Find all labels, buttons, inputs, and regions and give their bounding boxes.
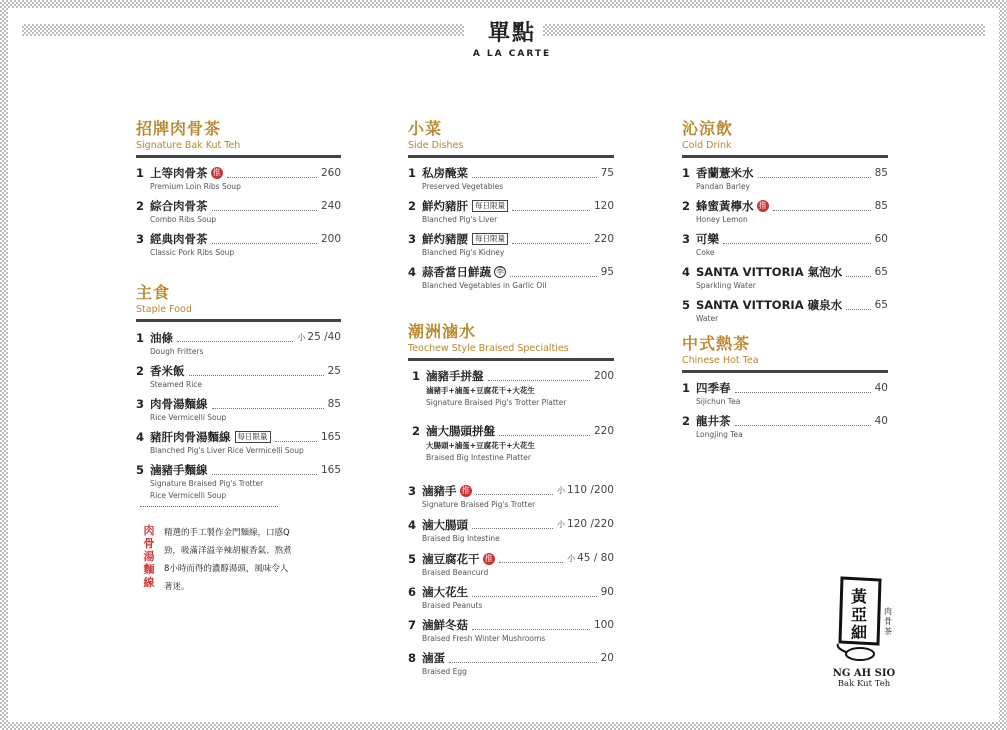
price-value: 120: [593, 200, 614, 212]
section-title-en: Teochew Style Braised Specialties: [408, 343, 569, 354]
menu-item-line: [136, 397, 341, 411]
item-number: 7: [408, 618, 417, 632]
price-value: 60: [874, 233, 888, 245]
item-number: 1: [412, 369, 421, 383]
item-price: [601, 166, 614, 180]
menu-item-line: [408, 651, 614, 665]
recommend-badge: 推: [212, 168, 221, 177]
section-rule: [136, 155, 341, 158]
price-value: 110 /200: [567, 484, 614, 496]
menu-item-line: [408, 483, 614, 498]
page-title-zh: 單點: [487, 20, 536, 46]
platter-description: 大腸頭+滷蛋+豆腐花干+大花生: [426, 441, 535, 450]
item-name: 滷豬手麵線: [150, 463, 208, 477]
item-name: 蒜香當日鮮蔬: [422, 265, 491, 279]
item-english: Dough Fritters: [150, 347, 204, 356]
menu-item-line: [408, 585, 614, 599]
price-value: 85: [327, 398, 341, 410]
menu-item-line: [408, 265, 614, 279]
item-number: 4: [136, 430, 145, 444]
item-name: 綜合肉骨茶: [150, 199, 208, 213]
item-english: Blanched Pig's Liver Rice Vermicelli Soup: [150, 446, 304, 455]
menu-item: [408, 551, 614, 578]
brand-logo: [828, 574, 900, 689]
dot-leader: [472, 621, 590, 630]
menu-item: [408, 199, 614, 225]
column-left: [136, 116, 341, 508]
svg-text:肉: 肉: [884, 607, 892, 616]
dot-leader: [499, 427, 590, 436]
item-english: Preserved Vegetables: [422, 182, 504, 191]
item-english: Longjing Tea: [696, 430, 743, 439]
menu-item-line: [408, 517, 614, 532]
dot-leader: [476, 486, 554, 495]
item-price: [328, 397, 341, 411]
item-number: 5: [682, 298, 691, 312]
item-number: 1: [682, 166, 691, 180]
item-name: 龍井茶: [696, 414, 731, 428]
dot-leader: [758, 169, 871, 178]
item-english: Classic Pork Ribs Soup: [150, 248, 235, 257]
item-english: Coke: [696, 248, 715, 257]
section-cold-drink: [682, 116, 888, 324]
item-price: [875, 166, 888, 180]
item-name: 私房醃菜: [422, 166, 468, 180]
item-name: 滷大花生: [422, 585, 468, 599]
item-price: [328, 364, 341, 378]
item-list: [682, 166, 888, 324]
item-name: 油條: [150, 330, 173, 345]
price-value: 20: [600, 652, 614, 664]
price-value: 85: [874, 167, 888, 179]
item-number: 3: [682, 232, 691, 246]
dot-leader: [512, 202, 590, 211]
menu-item: [136, 364, 341, 390]
menu-item-line: [408, 551, 614, 566]
menu-item-line: [682, 414, 888, 428]
dot-leader: [212, 202, 317, 211]
dot-leader: [472, 169, 597, 178]
daily-limited-tag: 每日限量: [472, 233, 508, 245]
item-price: [875, 414, 888, 428]
item-price: [567, 551, 614, 566]
menu-item-line: [682, 265, 888, 279]
item-price: [321, 463, 341, 477]
column-right: [682, 116, 888, 447]
item-price: [875, 381, 888, 395]
section-teochew: [408, 319, 614, 677]
menu-item: [408, 166, 614, 192]
menu-item: [682, 199, 888, 225]
item-english: Premium Loin Ribs Soup: [150, 182, 241, 191]
size-label: 小: [567, 554, 576, 563]
menu-item: [408, 585, 614, 611]
menu-item: [682, 166, 888, 192]
section-sides: [408, 116, 614, 291]
item-number: 5: [136, 463, 145, 477]
menu-item: [136, 397, 341, 423]
platter-list: [408, 369, 614, 463]
item-price: [557, 483, 614, 498]
menu-item: [408, 517, 614, 544]
item-price: [321, 166, 341, 180]
item-price: [875, 298, 888, 312]
price-value: 40: [874, 415, 888, 427]
item-english: Braised Peanuts: [422, 601, 483, 610]
item-price: [321, 430, 341, 444]
menu-item: [408, 265, 614, 291]
item-price: [594, 199, 614, 213]
item-english: Signature Braised Pig's Trotter: [422, 500, 536, 509]
section-title-en: Chinese Hot Tea: [682, 355, 759, 366]
menu-item-line: [136, 199, 341, 213]
menu-item-line: [136, 463, 341, 477]
menu-item-line: [682, 199, 888, 213]
item-name: 滷大腸頭拼盤: [426, 424, 495, 438]
dot-leader: [189, 367, 324, 376]
section-title-en: Cold Drink: [682, 140, 732, 151]
section-signature: [136, 116, 341, 258]
price-value: 220: [593, 233, 614, 245]
item-price: 220: [593, 425, 614, 437]
note-separator: [140, 506, 278, 507]
menu-item: [136, 330, 341, 357]
item-price: [557, 517, 614, 532]
menu-item: [136, 166, 341, 192]
item-name: SANTA VITTORIA 礦泉水: [696, 298, 843, 312]
price-value: 75: [600, 167, 614, 179]
platter-line: [412, 424, 614, 438]
item-number: 3: [136, 232, 145, 246]
menu-item-line: [408, 199, 614, 213]
item-number: 2: [136, 199, 145, 213]
recommend-badge: 推: [461, 485, 470, 495]
item-price: [601, 265, 614, 279]
section-rule: [408, 155, 614, 158]
item-name: 鮮灼豬腰: [422, 232, 468, 246]
menu-item: [682, 265, 888, 291]
menu-item-line: [408, 166, 614, 180]
header-hatch-left: [22, 24, 464, 36]
size-label: 小: [557, 520, 566, 529]
menu-item-line: [682, 381, 888, 395]
platter-line: [412, 369, 614, 383]
item-english: Steamed Rice: [150, 380, 203, 389]
menu-item: [136, 199, 341, 225]
dot-leader: [212, 466, 317, 475]
section-title-zh: 沁涼飲: [682, 119, 734, 138]
dot-leader: [275, 433, 317, 442]
page-title-en: A LA CARTE: [472, 49, 552, 59]
item-english: Sijichun Tea: [696, 397, 741, 406]
price-value: 100: [593, 619, 614, 631]
item-number: 3: [408, 232, 417, 246]
page-title: [466, 16, 558, 59]
dot-leader: [510, 268, 597, 277]
menu-item-line: [136, 430, 341, 444]
item-number: 1: [136, 330, 145, 345]
item-number: 4: [408, 517, 417, 532]
menu-item: [136, 430, 341, 456]
item-list: [408, 166, 614, 291]
item-name: 蜂蜜黃檸水: [696, 199, 754, 213]
price-value: 260: [320, 167, 341, 179]
section-title-en: Side Dishes: [408, 140, 464, 151]
recommend-badge: 推: [758, 201, 767, 210]
daily-limited-tag: 每日限量: [472, 200, 508, 212]
price-value: 65: [874, 266, 888, 278]
menu-item-line: [682, 298, 888, 312]
item-list: [136, 166, 341, 258]
price-value: 65: [874, 299, 888, 311]
price-value: 85: [874, 200, 888, 212]
dot-leader: [472, 588, 597, 597]
item-price: [594, 618, 614, 632]
item-number: 1: [682, 381, 691, 395]
item-number: 1: [408, 166, 417, 180]
menu-item: [136, 232, 341, 258]
item-name: 可樂: [696, 232, 719, 246]
item-english: Honey Lemon: [696, 215, 748, 224]
price-value: 165: [320, 431, 341, 443]
note-text: 精選的手工製作金門麵線，口感Q勁，吸滿洋溢辛辣胡椒香氣、熬煮8小時而得的濃醇湯頭，風味令人著迷。: [164, 528, 292, 592]
item-price: [601, 651, 614, 665]
item-list: [408, 483, 614, 677]
menu-item-line: [682, 166, 888, 180]
item-name: 鮮灼豬肝: [422, 199, 468, 213]
price-value: 25: [327, 365, 341, 377]
dot-leader: [735, 417, 871, 426]
price-value: 45 / 80: [577, 552, 614, 564]
item-english: Blanched Pig's Kidney: [422, 248, 505, 257]
menu-item: [682, 232, 888, 258]
item-name: 滷豬手拼盤: [426, 369, 484, 383]
item-number: 2: [136, 364, 145, 378]
dot-leader: [212, 400, 324, 409]
svg-text:細: 細: [850, 623, 868, 642]
item-number: 6: [408, 585, 417, 599]
section-hot-tea: [682, 331, 888, 440]
item-price: [321, 199, 341, 213]
item-english: Sparkling Water: [696, 281, 756, 290]
item-number: 1: [136, 166, 145, 180]
size-label: 小: [297, 333, 306, 342]
price-value: 240: [320, 200, 341, 212]
section-staple: [136, 280, 341, 501]
item-name: 經典肉骨茶: [150, 232, 208, 246]
item-english: Pandan Barley: [696, 182, 750, 191]
item-price: [875, 265, 888, 279]
price-value: 25 /40: [307, 331, 341, 343]
svg-text:亞: 亞: [850, 605, 868, 624]
section-rule: [408, 358, 614, 361]
item-name: 滷豆腐花干: [422, 551, 480, 566]
item-english: Blanched Vegetables in Garlic Oil: [422, 281, 547, 290]
item-english: Signature Braised Pig's Trotter: [150, 479, 264, 488]
section-title-zh: 招牌肉骨茶: [136, 119, 222, 138]
seasonal-badge: 季: [496, 267, 504, 276]
section-title-zh: 小菜: [408, 119, 443, 138]
item-number: 4: [408, 265, 417, 279]
item-number: 5: [408, 551, 417, 566]
price-value: 120 /220: [567, 518, 614, 530]
logo-emblem: [828, 574, 900, 664]
platter-item: [408, 424, 614, 463]
menu-item: [136, 463, 341, 501]
menu-item-line: [136, 364, 341, 378]
recommend-badge: 推: [484, 553, 493, 563]
item-price: [601, 585, 614, 599]
menu-item-line: [136, 232, 341, 246]
item-list: [682, 381, 888, 440]
menu-item: [682, 381, 888, 407]
item-price: [875, 199, 888, 213]
section-title-en: Signature Bak Kut Teh: [136, 140, 241, 151]
dot-leader: [472, 520, 553, 529]
item-name: 香蘭薏米水: [696, 166, 754, 180]
item-list: [136, 330, 341, 501]
menu-item-line: [136, 330, 341, 345]
item-number: 2: [412, 424, 421, 438]
price-value: 165: [320, 464, 341, 476]
menu-item: [408, 232, 614, 258]
svg-text:茶: 茶: [884, 627, 892, 636]
price-value: 95: [600, 266, 614, 278]
dot-leader: [177, 333, 293, 342]
section-title-zh: 中式熱茶: [682, 334, 751, 353]
dot-leader: [846, 268, 871, 277]
item-name: 滷蛋: [422, 651, 445, 665]
section-title-en: Staple Food: [136, 304, 192, 315]
size-label: 小: [557, 486, 566, 495]
price-value: 40: [874, 382, 888, 394]
dot-leader: [499, 554, 564, 563]
item-name: SANTA VITTORIA 氣泡水: [696, 265, 843, 279]
dot-leader: [449, 654, 597, 663]
header-hatch-right: [543, 24, 985, 36]
item-price: [594, 232, 614, 246]
dot-leader: [212, 235, 317, 244]
item-english-line2: Rice Vermicelli Soup: [150, 491, 227, 500]
dot-leader: [846, 301, 871, 310]
item-price: [321, 232, 341, 246]
item-name: 滷豬手: [422, 483, 457, 498]
item-number: 2: [408, 199, 417, 213]
menu-item: [682, 298, 888, 324]
platter-item: [408, 369, 614, 408]
item-name: 四季春: [696, 381, 731, 395]
price-value: 90: [600, 586, 614, 598]
item-english: Rice Vermicelli Soup: [150, 413, 227, 422]
item-english: Braised Fresh Winter Mushrooms: [422, 634, 546, 643]
menu-item: [408, 651, 614, 677]
dot-leader: [773, 202, 871, 211]
item-price: [875, 232, 888, 246]
daily-limited-tag: 每日限量: [235, 431, 271, 443]
item-english: Braised Beancurd: [422, 568, 489, 577]
dot-leader: [488, 372, 590, 381]
section-rule: [682, 155, 888, 158]
dot-leader: [735, 384, 871, 393]
section-rule: [682, 370, 888, 373]
logo-text-line2: Bak Kut Teh: [837, 679, 891, 689]
item-number: 2: [682, 199, 691, 213]
item-name: 香米飯: [150, 364, 185, 378]
item-price: 200: [593, 370, 614, 382]
item-english: Braised Big Intestine: [422, 534, 500, 543]
section-rule: [136, 319, 341, 322]
dot-leader: [723, 235, 871, 244]
svg-text:骨: 骨: [884, 617, 892, 626]
menu-item: [682, 414, 888, 440]
item-price: [297, 330, 341, 345]
item-name: 滷鮮冬菇: [422, 618, 468, 632]
platter-description: 滷豬手+滷蛋+豆腐花干+大花生: [426, 386, 535, 395]
price-value: 200: [320, 233, 341, 245]
header-bar: [22, 20, 985, 59]
item-english: Braised Egg: [422, 667, 467, 676]
item-number: 8: [408, 651, 417, 665]
item-name: 上等肉骨茶: [150, 166, 208, 180]
item-english: Blanched Pig's Liver: [422, 215, 498, 224]
item-number: 3: [136, 397, 145, 411]
svg-text:黃: 黃: [850, 587, 868, 606]
menu-item-line: [408, 232, 614, 246]
item-name: 滷大腸頭: [422, 517, 468, 532]
menu-item-line: [408, 618, 614, 632]
logo-text-line1: NG AH SIO: [832, 668, 896, 679]
dot-leader: [227, 169, 317, 178]
menu-item-line: [682, 232, 888, 246]
item-number: 3: [408, 483, 417, 498]
item-english: Water: [696, 314, 719, 323]
item-name: 肉骨湯麵線: [150, 397, 208, 411]
item-number: 2: [682, 414, 691, 428]
item-number: 4: [682, 265, 691, 279]
item-english: Braised Big Intestine Platter: [426, 453, 531, 462]
dot-leader: [512, 235, 590, 244]
section-title-zh: 主食: [136, 283, 171, 302]
menu-item-line: [136, 166, 341, 180]
menu-item: [408, 618, 614, 644]
item-name: 豬肝肉骨湯麵線: [150, 430, 231, 444]
menu-item: [408, 483, 614, 510]
section-title-zh: 潮洲滷水: [408, 322, 477, 341]
note-side-label: 肉骨湯麵線: [143, 524, 155, 589]
column-middle: [408, 116, 614, 684]
item-english: Combo Ribs Soup: [150, 215, 217, 224]
item-english: Signature Braised Pig's Trotter Platter: [426, 398, 567, 407]
